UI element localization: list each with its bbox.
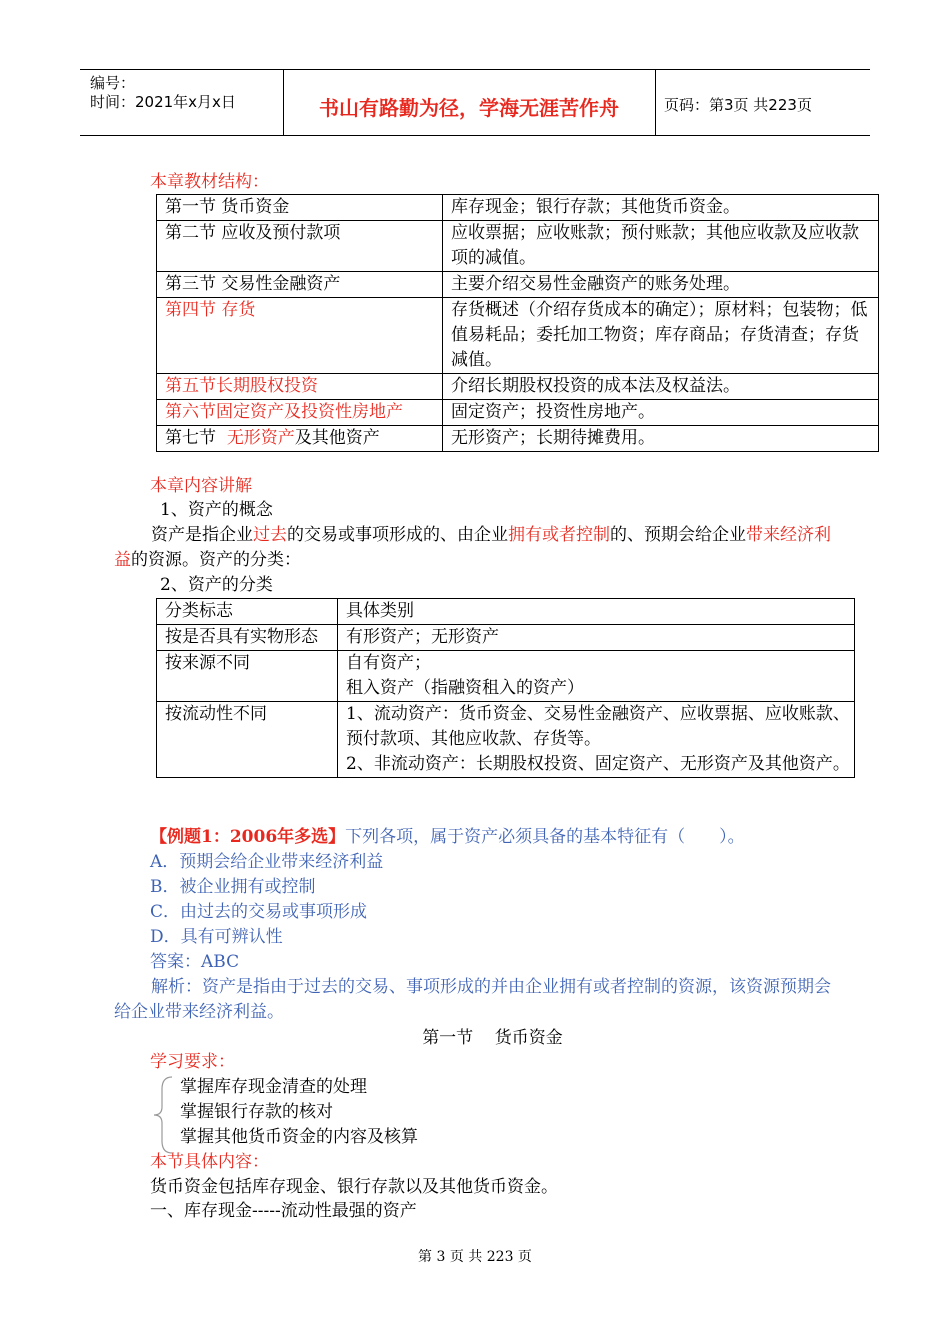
analysis: 解析：资产是指由于过去的交易、事项形成的并由企业拥有或者控制的资源，该资源预期会给企业带来经济利益。 xyxy=(114,977,831,1022)
content-heading: 本章内容讲解 xyxy=(150,476,252,496)
header-bottom-rule xyxy=(80,135,870,136)
structure-section: 第一节 货币资金 xyxy=(157,195,443,221)
classification-basis: 按来源不同 xyxy=(157,651,338,702)
concept-paragraph xyxy=(114,523,844,573)
structure-content: 应收票据；应收账款；预付账款；其他应收款及应收款项的减值。 xyxy=(443,221,879,272)
section-suffix: 及其他资产 xyxy=(294,428,380,448)
table-row xyxy=(157,221,879,272)
structure-section: 第二节 应收及预付款项 xyxy=(157,221,443,272)
classification-category xyxy=(338,651,855,702)
structure-content: 库存现金；银行存款；其他货币资金。 xyxy=(443,195,879,221)
table-row xyxy=(157,298,879,374)
answer: 答案：ABC xyxy=(150,952,240,972)
example-question xyxy=(150,825,745,850)
header-top-rule xyxy=(80,69,870,70)
date-label: 时间：2021年x月x日 xyxy=(90,93,236,111)
requirement-item: 掌握其他货币资金的内容及核算 xyxy=(180,1127,418,1147)
table-row xyxy=(157,702,855,778)
serial-label: 编号： xyxy=(90,74,136,92)
table-row xyxy=(157,651,855,702)
concept-highlight: 拥有或者控制 xyxy=(508,525,610,545)
category-line: 租入资产（指融资租入的资产） xyxy=(346,678,584,698)
category-line: 1、流动资产：货币资金、交易性金融资产、应收票据、应收账款、预付款项、其他应收款、存货等。 xyxy=(346,704,850,749)
classification-category: 有形资产；无形资产 xyxy=(338,625,855,651)
concept-highlight: 过去 xyxy=(253,525,287,545)
structure-content: 无形资产；长期待摊费用。 xyxy=(443,426,879,452)
table-row xyxy=(157,374,879,400)
section-title: 第一节 货币资金 xyxy=(422,1028,563,1048)
option-a: A．预期会给企业带来经济利益 xyxy=(150,852,384,872)
column-header: 具体类别 xyxy=(338,599,855,625)
classification-basis: 按流动性不同 xyxy=(157,702,338,778)
option-d: D．具有可辨认性 xyxy=(150,927,283,947)
example-text: 下列各项，属于资产必须具备的基本特征有（ ）。 xyxy=(345,827,745,847)
option-c: C．由过去的交易或事项形成 xyxy=(150,902,368,922)
structure-section: 第五节长期股权投资 xyxy=(157,374,443,400)
concept-text: 的、预期会给企业 xyxy=(610,525,746,545)
structure-content: 介绍长期股权投资的成本法及权益法。 xyxy=(443,374,879,400)
example-tag: 【例题1：2006年多选】 xyxy=(150,827,346,847)
classification-basis: 按是否具有实物形态 xyxy=(157,625,338,651)
section-prefix: 第七节 xyxy=(165,428,227,448)
requirements-heading: 学习要求： xyxy=(150,1052,235,1072)
structure-section: 第四节 存货 xyxy=(157,298,443,374)
concept-text: 的资源。资产的分类： xyxy=(131,550,301,570)
concept-title: 1、资产的概念 xyxy=(160,500,273,520)
classification-category xyxy=(338,702,855,778)
cash-subheading: 一、库存现金-----流动性最强的资产 xyxy=(150,1201,417,1221)
column-header: 分类标志 xyxy=(157,599,338,625)
concept-text: 资产是指企业 xyxy=(151,525,253,545)
category-line: 自有资产； xyxy=(346,653,431,673)
detail-heading: 本节具体内容： xyxy=(150,1152,269,1172)
table-row xyxy=(157,195,879,221)
structure-heading: 本章教材结构： xyxy=(150,172,269,192)
header-divider-right xyxy=(655,69,656,136)
page-footer: 第 3 页 共 223 页 xyxy=(418,1249,532,1265)
requirement-item: 掌握银行存款的核对 xyxy=(180,1102,333,1122)
table-row xyxy=(157,426,879,452)
page-label: 页码：第3页 共223页 xyxy=(664,96,812,114)
table-row xyxy=(157,272,879,298)
table-row xyxy=(157,625,855,651)
structure-content: 主要介绍交易性金融资产的账务处理。 xyxy=(443,272,879,298)
section-highlight: 无形资产 xyxy=(226,428,295,448)
concept-highlight: 带来经济利益 xyxy=(114,525,831,570)
table-row xyxy=(157,400,879,426)
table-header-row xyxy=(157,599,855,625)
requirement-item: 掌握库存现金清查的处理 xyxy=(180,1077,367,1097)
brace-icon xyxy=(150,1075,174,1155)
detail-text: 货币资金包括库存现金、银行存款以及其他货币资金。 xyxy=(150,1177,558,1197)
classification-table xyxy=(156,598,855,778)
option-b: B．被企业拥有或控制 xyxy=(150,877,316,897)
header-motto: 书山有路勤为径，学海无涯苦作舟 xyxy=(319,96,619,120)
structure-table xyxy=(156,194,879,452)
structure-section: 第六节固定资产及投资性房地产 xyxy=(157,400,443,426)
structure-content: 固定资产；投资性房地产。 xyxy=(443,400,879,426)
structure-content: 存货概述（介绍存货成本的确定）；原材料；包装物；低值易耗品；委托加工物资；库存商品；存货清查；存货减值。 xyxy=(443,298,879,374)
structure-section xyxy=(157,426,443,452)
classification-title: 2、资产的分类 xyxy=(160,575,273,595)
concept-text: 的交易或事项形成的、由企业 xyxy=(287,525,508,545)
category-line: 2、非流动资产：长期股权投资、固定资产、无形资产及其他资产。 xyxy=(346,754,850,774)
structure-section: 第三节 交易性金融资产 xyxy=(157,272,443,298)
